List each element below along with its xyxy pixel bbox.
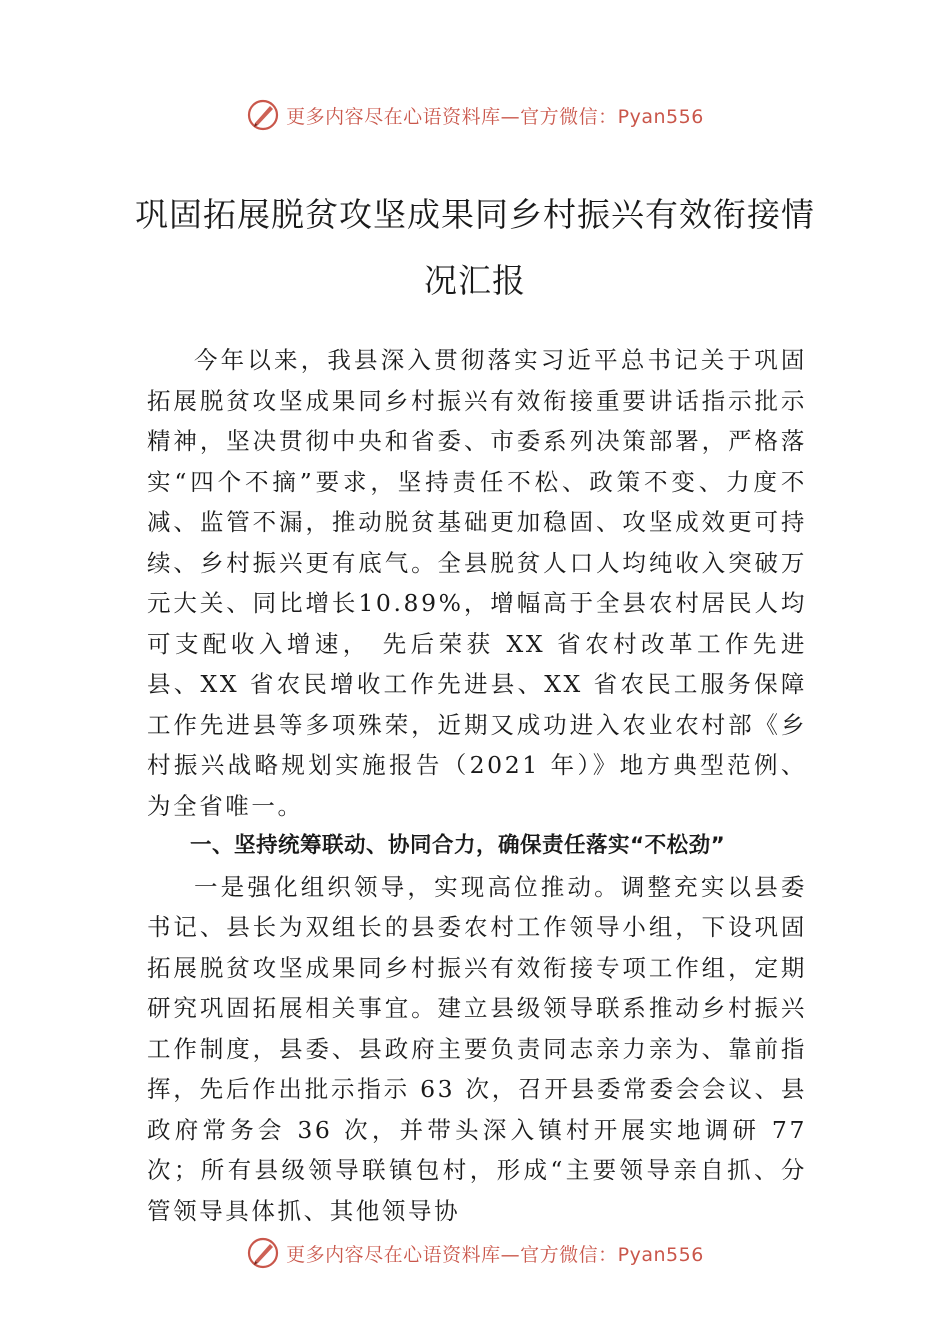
document-title: 巩固拓展脱贫攻坚成果同乡村振兴有效衔接情况汇报 [135,195,815,300]
pen-circle-logo-icon [246,1236,280,1270]
intro-paragraph: 今年以来，我县深入贯彻落实习近平总书记关于巩固拓展脱贫攻坚成果同乡村振兴有效衔接重要讲话指示批示精神，坚决贯彻中央和省委、市委系列决策部署，严格落实“四个不摘”要求，坚持责任不松、政策不变、力度不减、监管不漏，推动脱贫基础更加稳固、攻坚成效更可持续、乡村振兴更有底气。全县脱贫人口人均纯收入突破万元大关、同比增长10.89%，增幅高于全县农村居民人均可支配收入增速， 先后荣获 XX 省农村改革工作先进县、XX 省农民增收工作先进县、XX 省农民工服务保障工作先进县等多项殊荣，近期又成功进入农业农村部《乡村振兴战略规划实施报告（2021 年）》地方典型范例、为全省唯一。 [147,346,807,820]
section-heading: 一、坚持统筹联动、协同合力，确保责任落实“不松劲” [190,833,726,858]
header-watermark [0,95,950,135]
section-paragraph: 一是强化组织领导，实现高位推动。调整充实以县委书记、县长为双组长的县委农村工作领导小组，下设巩固拓展脱贫攻坚成果同乡村振兴有效衔接专项工作组，定期研究巩固拓展相关事宜。建立县级领导联系推动乡村振兴工作制度，县委、县政府主要负责同志亲力亲为、靠前指挥，先后作出批示指示 63 次，召开县委常委会会议、县政府常务会 36 次，并带头深入镇村开展实地调研 77 次；所有县级领导联镇包村，形成“主要领导亲自抓、分管领导具体抓、其他领导协 [147,872,807,1225]
watermark-text: 更多内容尽在心语资料库—官方微信：Pyan556 [286,1243,704,1266]
footer-watermark [0,1233,950,1273]
document-body [147,340,807,1231]
watermark-text: 更多内容尽在心语资料库—官方微信：Pyan556 [286,105,704,128]
pen-circle-logo-icon [246,98,280,132]
